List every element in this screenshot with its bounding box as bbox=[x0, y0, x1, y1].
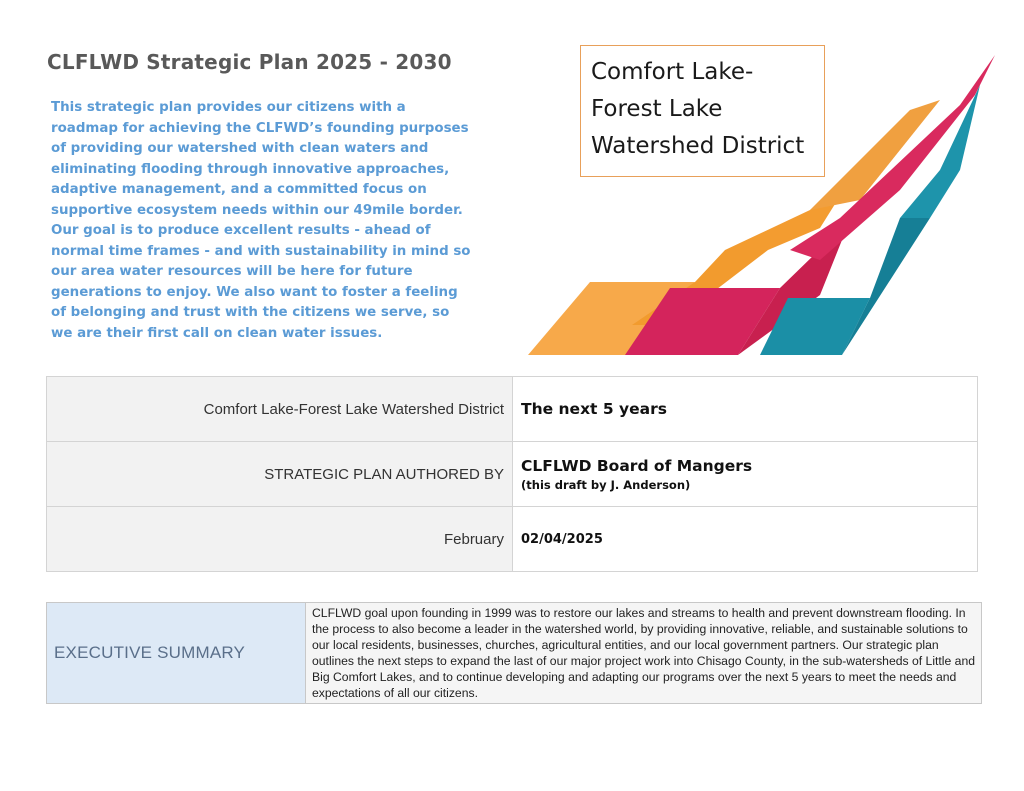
logo-line-2: Forest Lake bbox=[591, 96, 723, 122]
row-value-main: CLFLWD Board of Mangers bbox=[521, 456, 753, 475]
row-label: Comfort Lake-Forest Lake Watershed District bbox=[47, 377, 513, 442]
document-title: CLFLWD Strategic Plan 2025 - 2030 bbox=[47, 50, 452, 74]
organization-logo-box bbox=[580, 45, 825, 177]
table-row bbox=[47, 442, 978, 507]
table-row bbox=[47, 377, 978, 442]
row-value bbox=[513, 442, 978, 507]
intro-paragraph: This strategic plan provides our citizens with a roadmap for achieving the CLFWD’s founding purposes of providing our watershed with clean waters and eliminating flooding through innovative approaches, adaptive management, and a committed focus on supportive ecosystem needs within our 49mile border. Our goal is to produce excellent results - ahead of normal time frames - and with sustainability in mind so our area water resources will be here for future generations to enjoy. We also want to foster a feeling of belonging and trust with the citizens we serve, so we are their first call on clean water issues. bbox=[51, 100, 471, 341]
row-value-main: The next 5 years bbox=[521, 400, 667, 418]
executive-summary-label: EXECUTIVE SUMMARY bbox=[47, 603, 306, 704]
logo-line-3: Watershed District bbox=[591, 133, 805, 159]
row-value bbox=[513, 507, 978, 572]
table-row bbox=[47, 603, 982, 704]
executive-summary-text: CLFLWD goal upon founding in 1999 was to restore our lakes and streams to health and prevent downstream flooding. In the process to also become a leader in the watershed world, by providing innovative, reliable, and sustainable solutions to our local residents, businesses, churches, agricultural entities, and our local government partners. Our strategic plan outlines the next steps to expand the last of our major project work into Chisago County, in the sub-watersheds of Little and Big Comfort Lakes, and to continue developing and adapting our programs over the next 5 years to meet the needs and expectations of all our citizens. bbox=[306, 603, 982, 704]
row-value-main: 02/04/2025 bbox=[521, 531, 603, 547]
row-label: February bbox=[47, 507, 513, 572]
executive-summary-table bbox=[46, 602, 982, 704]
row-label: STRATEGIC PLAN AUTHORED BY bbox=[47, 442, 513, 507]
plan-info-table bbox=[46, 376, 978, 572]
row-value-sub: (this draft by J. Anderson) bbox=[521, 477, 691, 492]
logo-line-1: Comfort Lake- bbox=[591, 59, 754, 85]
row-value bbox=[513, 377, 978, 442]
teal-ribbon-segment bbox=[842, 218, 930, 355]
table-row bbox=[47, 507, 978, 572]
